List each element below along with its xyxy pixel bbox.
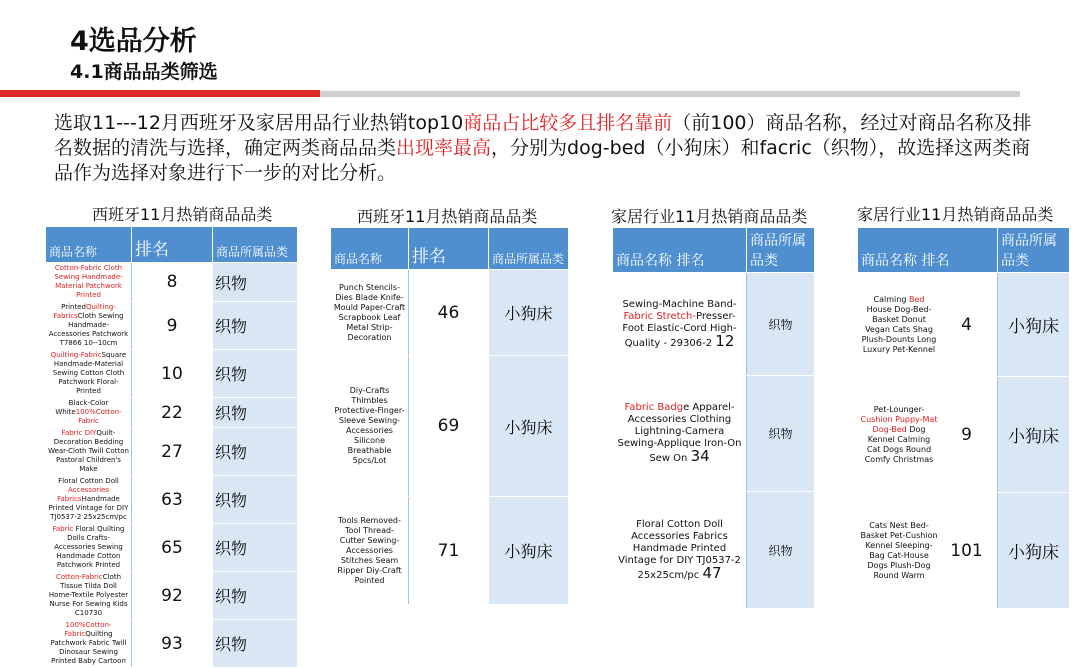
rank-value: 34 — [690, 447, 710, 465]
table1.rows.0-name-cell — [46, 263, 132, 302]
table-row — [46, 302, 298, 350]
table1.rows.5-name-highlight: Accessories Fabrics — [57, 486, 110, 503]
table1.rows.8-name-cell — [46, 620, 132, 668]
table1.rows.7-name-cell — [46, 572, 132, 620]
category-cell: 小狗床 — [489, 497, 569, 605]
name-rank-wrap — [860, 521, 995, 581]
name-cell: Punch Stencils-Dies Blade Knife-Mould Paper-Craft Scrapbook Leaf Metal Strip-Decoration — [331, 270, 409, 356]
table3.rows.0-name-text: Sewing-Machine Band- — [622, 298, 737, 310]
category-cell: 小狗床 — [998, 377, 1070, 493]
table3-header-category: 商品所属品类 — [747, 228, 815, 273]
table1 — [45, 226, 298, 668]
table4.rows.0-name-highlight: Bed — [908, 294, 925, 304]
intro-text-1: 选取11---12月西班牙及家居用品行业热销top10 — [54, 112, 464, 134]
table-row — [858, 493, 1070, 609]
rank-cell: 46 — [409, 270, 489, 356]
table2-header-rank: 排名 — [409, 228, 489, 270]
table4.rows.1-name-text: Dog Kennel Calming Cat Dogs Round Comfy Christmas — [864, 424, 934, 464]
name-rank-wrap — [860, 295, 995, 355]
table-row — [46, 398, 298, 428]
table1.rows.3-name-cell — [46, 398, 132, 428]
category-cell: 织物 — [747, 376, 815, 492]
table1.rows.3-name-highlight: 100%Cotton-Fabric — [75, 408, 122, 425]
table-row — [858, 273, 1070, 377]
table-row — [613, 273, 815, 376]
table1.rows.4-name-cell — [46, 428, 132, 476]
table3.rows.2-name-text: Floral Cotton Doll Accessories Fabrics Handmade Printed Vintage for DIY TJ0537-2 25x25cm/pc — [618, 518, 741, 581]
table1.rows.2-name-cell — [46, 350, 132, 398]
table-row — [46, 476, 298, 524]
rank-value: 4 — [961, 314, 972, 335]
table3.rows.0-name-text: Presser-Foot Elastic-Cord High-Quality - 29306-2 — [622, 310, 737, 349]
table2 — [330, 227, 569, 605]
category-cell: 织物 — [213, 572, 298, 620]
name-cell: Diy-Crafts Thimbles Protective-Finger-Sleeve Sewing-Accessories Silicone Breathable 5pcs/Lot — [331, 356, 409, 497]
table1.rows.1-name-highlight: Quilting-Fabrics — [53, 303, 116, 320]
rank-cell: 71 — [409, 497, 489, 605]
page-title: 4选品分析 — [70, 26, 197, 57]
name-cell — [858, 273, 998, 377]
table3-header-name: 商品名称 排名 — [613, 228, 747, 273]
rank-cell: 63 — [132, 476, 213, 524]
category-cell: 小狗床 — [489, 356, 569, 497]
table1.rows.5-name-text: Handmade Printed Vintage for DIY TJ0537-2 25x25cm/pc — [48, 495, 129, 521]
name-cell — [858, 377, 998, 493]
name-text-block — [860, 521, 938, 581]
rank-cell: 22 — [132, 398, 213, 428]
table3.rows.1-name-cell — [613, 376, 747, 492]
table3.rows.2-name-cell — [613, 492, 747, 609]
rank-cell: 9 — [132, 302, 213, 350]
table3.rows.0-name-cell — [613, 273, 747, 376]
table1.rows.2-name-text: Square Handmade-Material Sewing Cotton Cloth Patchwork Floral-Printed — [52, 351, 127, 395]
table-row — [331, 270, 569, 356]
table-row — [331, 497, 569, 605]
rank-value: 9 — [961, 424, 972, 445]
table1.rows.6-name-cell — [46, 524, 132, 572]
table-row — [46, 428, 298, 476]
divider-bar — [320, 91, 1020, 97]
table4 — [857, 227, 1070, 609]
rank-value: 101 — [950, 540, 983, 561]
table1.rows.8-name-highlight: 100%Cotton-Fabric — [64, 621, 112, 638]
name-cell — [858, 493, 998, 609]
table1.rows.7-name-highlight: Cotton-Fabric — [56, 573, 103, 581]
table2-header-category: 商品所属品类 — [489, 228, 569, 270]
name-text-block — [860, 295, 938, 355]
table4-header-category: 商品所属品类 — [998, 228, 1070, 273]
table1.rows.1-name-cell — [46, 302, 132, 350]
table4.rows.1-name-text: Pet-Lounger- — [873, 404, 925, 414]
category-cell: 织物 — [213, 476, 298, 524]
table2-caption: 西班牙11月热销商品品类 — [357, 207, 538, 226]
intro-highlight-1: 商品占比较多且排名靠前 — [463, 112, 673, 134]
table4-caption: 家居行业11月热销商品品类 — [857, 205, 1054, 224]
category-cell: 织物 — [213, 620, 298, 668]
table1-header-category: 商品所属品类 — [213, 227, 298, 263]
category-cell: 织物 — [213, 524, 298, 572]
name-cell: Tools Removed-Tool Thread-Cutter Sewing-Accessories Stitches Seam Ripper Diy-Craft Pointed — [331, 497, 409, 605]
intro-paragraph — [54, 111, 1044, 186]
category-cell: 小狗床 — [998, 273, 1070, 377]
category-cell: 织物 — [213, 428, 298, 476]
table-row — [613, 376, 815, 492]
rank-cell: 93 — [132, 620, 213, 668]
table1.rows.5-name-text: Floral Cotton Doll — [58, 477, 119, 485]
table-row — [613, 492, 815, 609]
rank-cell: 10 — [132, 350, 213, 398]
table-row — [46, 620, 298, 668]
intro-highlight-2: 出现率最高 — [396, 137, 492, 159]
table4.rows.0-name-text: Calming — [873, 294, 909, 304]
table1.rows.7-name-text: Cloth Tissue Tilda Doll Home-Textile Polyester Nurse For Sewing Kids C10730 — [48, 573, 129, 617]
table-row — [858, 377, 1070, 493]
table-row — [46, 263, 298, 302]
accent-bar — [0, 90, 320, 97]
category-cell: 小狗床 — [998, 493, 1070, 609]
page-subtitle: 4.1商品品类筛选 — [70, 61, 218, 83]
table1.rows.6-name-highlight: Fabric — [52, 525, 74, 533]
table1.rows.0-name-highlight: Cotton-Fabric Cloth Sewing Handmade-Material Patchwork Printed — [54, 264, 123, 299]
category-cell: 织物 — [213, 398, 298, 428]
table3.rows.1-name-highlight: Fabric Badg — [624, 402, 684, 413]
table1-header-rank: 排名 — [132, 227, 213, 263]
table2-header-name: 商品名称 — [331, 228, 409, 270]
table1.rows.3-name-text: Black-Color White — [55, 399, 109, 416]
name-text-block — [860, 405, 938, 465]
table4.rows.0-name-text: House Dog-Bed-Basket Donut Vegan Cats Shag Plush-Dounts Long Luxury Pet-Kennel — [861, 304, 937, 354]
rank-cell: 65 — [132, 524, 213, 572]
rank-cell: 27 — [132, 428, 213, 476]
table-row — [46, 572, 298, 620]
table-row — [46, 350, 298, 398]
category-cell: 织物 — [213, 350, 298, 398]
table1.rows.2-name-highlight: Quilting-Fabric — [50, 351, 102, 359]
category-cell: 织物 — [213, 302, 298, 350]
rank-cell: 92 — [132, 572, 213, 620]
table1.rows.5-name-cell — [46, 476, 132, 524]
table1-caption: 西班牙11月热销商品品类 — [92, 205, 273, 224]
table-row — [331, 356, 569, 497]
intro-text-3: ，分别为dog-bed（小狗床）和facric（织物），故选择这两类商品作为选择对象进行下一步的对比分析。 — [54, 137, 1031, 184]
table1.rows.4-name-text: Quilt-Decoration Bedding Wear-Cloth Twill Cotton Pastoral Children's Make — [48, 429, 129, 473]
table-row — [46, 524, 298, 572]
table3 — [612, 227, 815, 609]
category-cell: 织物 — [213, 263, 298, 302]
table1.rows.8-name-text: Quilting Patchwork Fabric Twill Dinosaur Sewing Printed Baby Cartoon — [50, 630, 127, 665]
rank-cell: 69 — [409, 356, 489, 497]
table3.rows.1-name-text: e Apparel-Accessories Clothing Lightning-Camera Sewing-Applique Iron-On Sew On — [617, 402, 742, 464]
table1-header-name: 商品名称 — [46, 227, 132, 263]
table1.rows.1-name-text: Printed — [61, 303, 86, 311]
rank-value: 47 — [702, 563, 722, 582]
category-cell: 织物 — [747, 492, 815, 609]
category-cell: 织物 — [747, 273, 815, 376]
name-rank-wrap — [860, 405, 995, 465]
category-cell: 小狗床 — [489, 270, 569, 356]
rank-cell: 8 — [132, 263, 213, 302]
table3-caption: 家居行业11月热销商品品类 — [611, 207, 808, 226]
table4-header-name: 商品名称 排名 — [858, 228, 998, 273]
table4.rows.2-name-text: Cats Nest Bed-Basket Pet-Cushion Kennel Sleeping-Bag Cat-House Dogs Plush-Dog Round Warm — [860, 520, 938, 580]
table1.rows.6-name-text: Floral Quilting Dolls Crafts-Accessories Sewing Handmade Cotton Patchwork Printed — [54, 525, 125, 569]
table1.rows.4-name-highlight: Fabric DIY — [61, 429, 97, 437]
table3.rows.0-name-highlight: Fabric Stretch- — [623, 310, 696, 322]
rank-value: 12 — [715, 331, 735, 350]
table1.rows.1-name-text: Cloth Sewing Handmade-Accessories Patchwork T7866 10--10cm — [48, 312, 129, 347]
intro-text-2: （前100）商品名称，经过对商品名称及排名数据的清洗与选择，确定两类商品品类 — [54, 112, 1032, 159]
table4.rows.1-name-highlight: Cushion Puppy-Mat Dog-Bed — [860, 414, 938, 434]
